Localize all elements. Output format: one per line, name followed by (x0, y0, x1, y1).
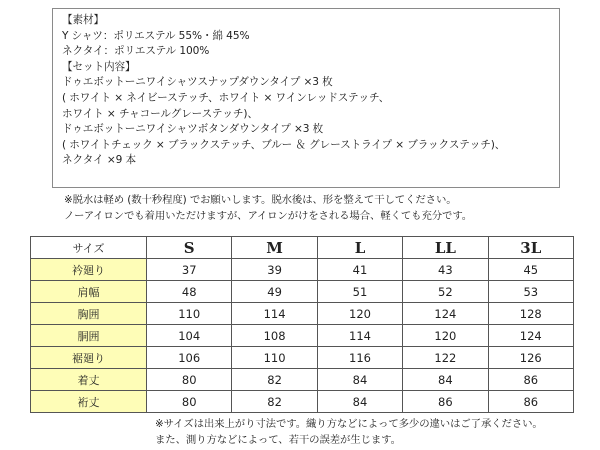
measurement-value: 124 (403, 303, 488, 325)
care-notes (64, 192, 594, 224)
measurement-value: 110 (232, 347, 317, 369)
measurement-value: 114 (232, 303, 317, 325)
measurement-value: 114 (317, 325, 402, 347)
table-row (31, 259, 574, 281)
measurement-value: 49 (232, 281, 317, 303)
measurement-value: 110 (147, 303, 232, 325)
measurement-value: 45 (488, 259, 573, 281)
measurement-value: 104 (147, 325, 232, 347)
measurement-value: 84 (317, 391, 402, 413)
spec-line: ( ホワイトチェック × ブラックステッチ、ブルー ＆ グレーストライプ × ブラックステッチ)、 (62, 138, 506, 151)
spec-line: ドゥエボットーニワイシャツボタンダウンタイプ ×3 枚 (62, 123, 324, 136)
measurement-value: 48 (147, 281, 232, 303)
measurement-value: 116 (317, 347, 402, 369)
spec-line: ネクタイ ×9 本 (62, 154, 136, 167)
measurement-value: 120 (403, 325, 488, 347)
measurement-label: 裄丈 (31, 391, 147, 413)
measurement-value: 122 (403, 347, 488, 369)
measurement-value: 126 (488, 347, 573, 369)
measurement-value: 37 (147, 259, 232, 281)
measurement-label: 胸囲 (31, 303, 147, 325)
table-row (31, 347, 574, 369)
measurement-value: 80 (147, 369, 232, 391)
measurement-label: 着丈 (31, 369, 147, 391)
size-header-l: L (317, 237, 402, 259)
spec-line: Y シャツ：ポリエステル 55%・綿 45% (62, 29, 250, 42)
measurement-value: 51 (317, 281, 402, 303)
measurement-value: 43 (403, 259, 488, 281)
size-header-row (31, 237, 574, 259)
measurement-label: 裾廻り (31, 347, 147, 369)
measurement-value: 86 (403, 391, 488, 413)
size-header-s: S (147, 237, 232, 259)
spec-line: ホワイト × チャコールグレーステッチ)、 (62, 107, 258, 120)
measurement-value: 84 (317, 369, 402, 391)
measurement-value: 106 (147, 347, 232, 369)
table-row (31, 303, 574, 325)
size-header-ll: LL (403, 237, 488, 259)
spec-line: 【素材】 (62, 14, 104, 26)
table-row (31, 391, 574, 413)
measurement-value: 82 (232, 369, 317, 391)
footnotes (155, 416, 595, 448)
measurement-label: 胴囲 (31, 325, 147, 347)
footnote-line: ※サイズは出来上がり寸法です。織り方などによって多少の違いはご了承ください。 (155, 418, 543, 430)
size-header-m: M (232, 237, 317, 259)
measurement-value: 84 (403, 369, 488, 391)
table-row (31, 369, 574, 391)
measurement-value: 108 (232, 325, 317, 347)
measurement-value: 80 (147, 391, 232, 413)
measurement-value: 128 (488, 303, 573, 325)
care-note-line: ノーアイロンでも着用いただけますが、アイロンがけをされる場合、軽くても充分です。 (64, 210, 473, 222)
measurement-value: 52 (403, 281, 488, 303)
measurement-value: 53 (488, 281, 573, 303)
spec-line: ( ホワイト × ネイビーステッチ、ホワイト × ワインレッドステッチ、 (62, 91, 390, 104)
size-table (30, 236, 574, 413)
measurement-value: 86 (488, 391, 573, 413)
footnote-line: また、測り方などによって、若干の誤差が生じます。 (155, 434, 401, 446)
measurement-value: 82 (232, 391, 317, 413)
spec-line: ネクタイ：ポリエステル 100% (62, 45, 210, 58)
measurement-value: 124 (488, 325, 573, 347)
measurement-label: 肩幅 (31, 281, 147, 303)
measurement-label: 衿廻り (31, 259, 147, 281)
table-row (31, 325, 574, 347)
material-spec-box (52, 8, 560, 188)
measurement-value: 86 (488, 369, 573, 391)
table-row (31, 281, 574, 303)
measurement-value: 120 (317, 303, 402, 325)
measurement-value: 41 (317, 259, 402, 281)
measurement-value: 39 (232, 259, 317, 281)
spec-line: ドゥエボットーニワイシャツスナップダウンタイプ ×3 枚 (62, 76, 333, 89)
size-header-3l: 3L (488, 237, 573, 259)
spec-line: 【セット内容】 (62, 60, 136, 73)
size-header-label: サイズ (31, 237, 147, 259)
care-note-line: ※脱水は軽め (数十秒程度) でお願いします。脱水後は、形を整えて干してください。 (64, 194, 457, 206)
